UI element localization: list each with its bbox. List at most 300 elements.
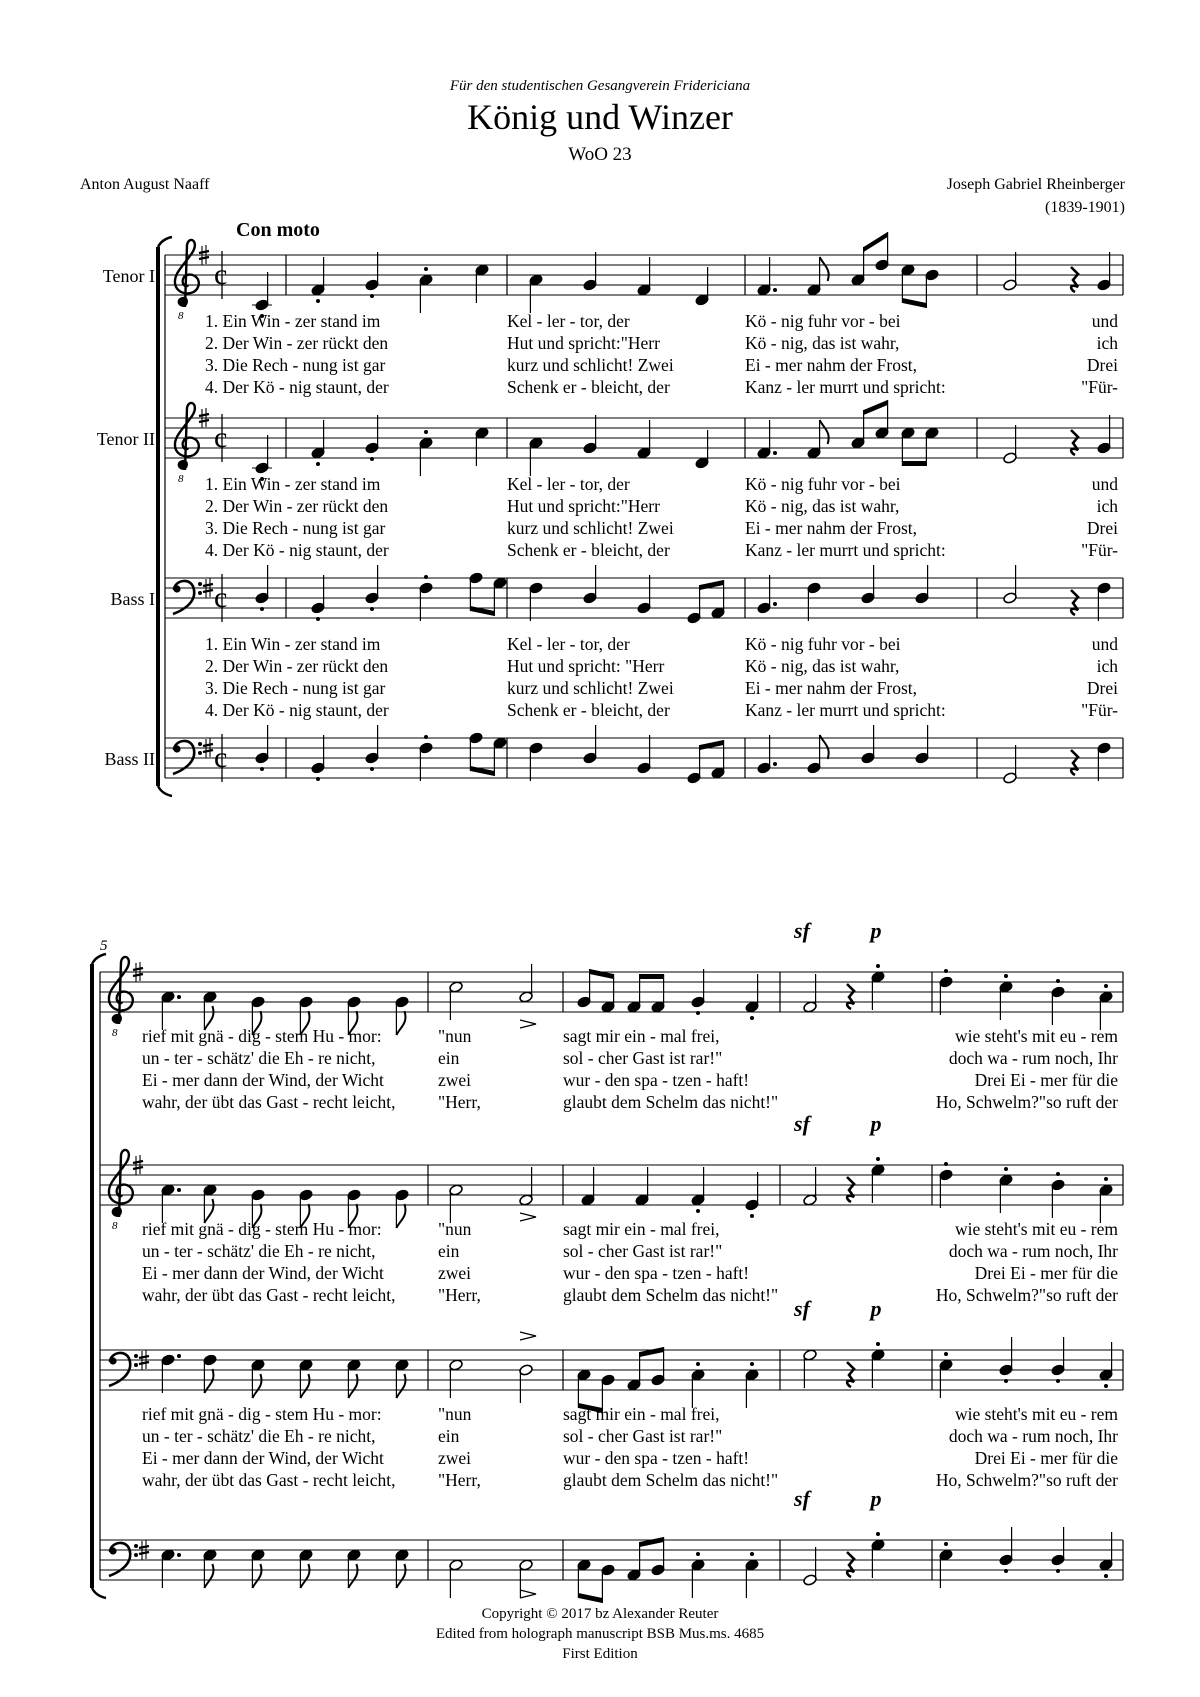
quarter-note: [161, 991, 181, 1030]
lyric-line: Kö - nig fuhr vor - bei: [745, 311, 901, 331]
quarter-rest-icon: [847, 1177, 854, 1202]
lyric-line: Hut und spricht: "Herr: [507, 656, 665, 676]
quarter-note: [311, 257, 326, 303]
lyric-line: Kel - ler - tor, der: [507, 311, 630, 331]
lyric-line: Drei Ei - mer für die: [974, 1448, 1118, 1468]
beam: [578, 1593, 602, 1603]
lyric-line: und: [1091, 634, 1118, 654]
eighth-note: [901, 427, 916, 466]
octave-eight-icon: 8: [178, 310, 184, 322]
lyric-line: 3. Die Rech - nung ist gar: [205, 355, 386, 375]
eighth-note: [687, 585, 702, 624]
quarter-rest-icon: [847, 1552, 854, 1577]
staccato-icon: [1104, 984, 1108, 988]
lyric-line: kurz und schlicht! Zwei: [507, 355, 674, 375]
composer-name: Joseph Gabriel Rheinberger: [946, 176, 1125, 193]
staccato-icon: [1104, 1384, 1108, 1388]
bass-clef-dot-icon: [198, 751, 202, 755]
lyric-line: glaubt dem Schelm das nicht!": [563, 1470, 779, 1490]
quarter-note: [1097, 582, 1112, 621]
quarter-note: [419, 430, 434, 476]
lyric-line: Ei - mer dann der Wind, der Wicht: [142, 1070, 384, 1090]
half-note: [449, 1559, 464, 1598]
lyric-line: Ei - mer dann der Wind, der Wicht: [142, 1263, 384, 1283]
lyric-line: Kanz - ler murrt und spricht:: [745, 377, 946, 397]
lyric-line: Drei: [1086, 678, 1118, 698]
quarter-note: [1097, 252, 1112, 291]
quarter-note: [637, 575, 652, 614]
eighth-note: [901, 264, 916, 303]
staccato-icon: [876, 1157, 880, 1161]
half-note: [803, 1167, 818, 1206]
lyric-line: zwei: [438, 1448, 472, 1468]
lyric-line: "nun: [438, 1026, 472, 1046]
half-note: [449, 981, 464, 1020]
eighth-note: [203, 991, 218, 1030]
lyric-line: wur - den spa - tzen - haft!: [563, 1070, 750, 1090]
staccato-icon: [370, 457, 374, 461]
source-line: Edited from holograph manuscript BSB Mus.ms. 4685: [435, 1626, 765, 1642]
staccato-icon: [750, 1362, 754, 1366]
poet-name: Anton August Naaff: [80, 176, 210, 193]
beam: [640, 1347, 664, 1357]
staccato-icon: [316, 462, 320, 466]
staccato-icon: [944, 1162, 948, 1166]
eighth-note: [925, 269, 940, 308]
half-note: [519, 1364, 534, 1403]
lyric-line: Ei - mer nahm der Frost,: [745, 678, 918, 698]
quarter-note: [419, 267, 434, 313]
staccato-icon: [1004, 1569, 1008, 1573]
eighth-note: [203, 1354, 218, 1393]
quarter-note: [583, 415, 598, 454]
eighth-note: [347, 1359, 362, 1398]
quarter-note: [691, 1362, 706, 1408]
quarter-note: [999, 1167, 1014, 1213]
staccato-icon: [696, 1552, 700, 1556]
lyric-line: doch wa - rum noch, Ihr: [948, 1241, 1118, 1261]
lyric-line: sagt mir ein - mal frei,: [563, 1026, 720, 1046]
lyric-line: ein: [438, 1241, 460, 1261]
page-title: König und Winzer: [467, 97, 733, 137]
lyric-line: wie steht's mit eu - rem: [954, 1404, 1118, 1424]
bracket-hook-icon: [92, 1588, 106, 1598]
part-label-tenor-i: Tenor I: [102, 266, 155, 286]
beam: [640, 974, 664, 979]
bracket-hook-icon: [158, 786, 172, 796]
lyric-line: kurz und schlicht! Zwei: [507, 518, 674, 538]
eighth-note: [203, 1549, 218, 1588]
lyric-line: und: [1091, 311, 1118, 331]
half-note: [803, 1547, 818, 1586]
lyric-line: sol - cher Gast ist rar!": [563, 1426, 723, 1446]
treble-clef-icon: [109, 1150, 133, 1217]
dynamic-p: p: [870, 1111, 882, 1136]
staff: [100, 1350, 1123, 1390]
dynamic-sf: sf: [794, 918, 810, 943]
quarter-note: [695, 430, 710, 469]
staccato-icon: [944, 969, 948, 973]
lyric-line: Ho, Schwelm?"so ruft der: [935, 1092, 1118, 1112]
lyric-line: sol - cher Gast ist rar!": [563, 1048, 723, 1068]
quarter-note: [871, 1157, 886, 1203]
staccato-icon: [424, 430, 428, 434]
lyric-line: 4. Der Kö - nig staunt, der: [205, 540, 389, 560]
lyric-line: und: [1091, 474, 1118, 494]
staccato-icon: [876, 1532, 880, 1536]
quarter-rest-icon: [1071, 750, 1078, 775]
quarter-note: [745, 1552, 760, 1598]
half-note: [449, 1184, 464, 1223]
eighth-note: [807, 257, 829, 296]
staccato-icon: [260, 607, 264, 611]
lyric-line: wur - den spa - tzen - haft!: [563, 1448, 750, 1468]
lyric-line: 2. Der Win - zer rückt den: [205, 333, 389, 353]
bass-clef-icon: [173, 745, 180, 752]
eighth-note: [627, 974, 642, 1013]
quarter-note: [691, 1167, 706, 1213]
treble-clef-icon: [109, 957, 133, 1024]
eighth-note: [577, 969, 592, 1008]
staccato-icon: [424, 267, 428, 271]
quarter-note: [871, 964, 886, 1010]
quarter-note: [311, 420, 326, 466]
lyric-line: Drei Ei - mer für die: [974, 1263, 1118, 1283]
lyric-line: Drei Ei - mer für die: [974, 1070, 1118, 1090]
eighth-note: [395, 1549, 410, 1588]
eighth-note: [651, 974, 666, 1013]
lyric-line: "Für-: [1081, 540, 1118, 560]
eighth-note: [395, 1359, 410, 1398]
lyric-line: "Herr,: [438, 1470, 481, 1490]
octave-eight-icon: 8: [178, 473, 184, 485]
lyric-line: doch wa - rum noch, Ihr: [948, 1048, 1118, 1068]
part-label-bass-i: Bass I: [110, 589, 155, 609]
quarter-note: [871, 1532, 886, 1578]
lyric-line: wahr, der übt das Gast - recht leicht,: [142, 1285, 396, 1305]
bass-clef-dot-icon: [134, 1544, 138, 1548]
eighth-note: [627, 1352, 642, 1391]
quarter-rest-icon: [1071, 267, 1078, 292]
quarter-note: [1099, 1532, 1114, 1578]
copyright-line: Copyright © 2017 bz Alexander Reuter: [481, 1606, 719, 1622]
quarter-note: [745, 974, 760, 1020]
quarter-note: [161, 1549, 181, 1588]
lyric-line: Ho, Schwelm?"so ruft der: [935, 1470, 1118, 1490]
lyric-line: wahr, der übt das Gast - recht leicht,: [142, 1092, 396, 1112]
lyric-line: kurz und schlicht! Zwei: [507, 678, 674, 698]
half-note: [1003, 252, 1018, 291]
quarter-note: [1097, 742, 1112, 781]
dynamic-sf: sf: [794, 1486, 810, 1511]
lyric-line: "nun: [438, 1404, 472, 1424]
quarter-note: [581, 1167, 596, 1206]
half-note: [1003, 745, 1018, 784]
treble-clef-icon: [175, 240, 199, 307]
beam: [590, 969, 614, 979]
lyric-line: Ei - mer nahm der Frost,: [745, 518, 918, 538]
lyric-line: Schenk er - bleicht, der: [507, 377, 670, 397]
lyric-line: ich: [1096, 656, 1118, 676]
quarter-note: [695, 267, 710, 306]
lyric-line: 1. Ein Win - zer stand im: [205, 311, 381, 331]
staccato-icon: [750, 1214, 754, 1218]
quarter-note: [807, 582, 822, 621]
quarter-note: [583, 565, 598, 604]
staccato-icon: [424, 735, 428, 739]
lyric-line: "Herr,: [438, 1285, 481, 1305]
staccato-icon: [1004, 974, 1008, 978]
lyric-line: Schenk er - bleicht, der: [507, 540, 670, 560]
quarter-note: [861, 565, 876, 604]
lyric-line: rief mit gnä - dig - stem Hu - mor:: [142, 1404, 382, 1424]
lyric-line: un - ter - schätz' die Eh - re nicht,: [142, 1426, 376, 1446]
lyric-line: 3. Die Rech - nung ist gar: [205, 518, 386, 538]
cut-time-icon: c: [214, 581, 228, 614]
quarter-rest-icon: [847, 984, 854, 1009]
staccato-icon: [1104, 1177, 1108, 1181]
lyric-line: Kel - ler - tor, der: [507, 474, 630, 494]
quarter-note: [637, 420, 652, 459]
eighth-note: [577, 1369, 592, 1408]
cut-time-icon: c: [214, 741, 228, 774]
bracket-hook-icon: [158, 237, 172, 247]
lyric-line: Kel - ler - tor, der: [507, 634, 630, 654]
lyric-line: 2. Der Win - zer rückt den: [205, 496, 389, 516]
half-note: [803, 1349, 818, 1388]
beam: [640, 1537, 664, 1547]
staccato-icon: [1056, 1569, 1060, 1573]
lyric-line: Drei: [1086, 518, 1118, 538]
bass-clef-dot-icon: [198, 582, 202, 586]
staccato-icon: [696, 1209, 700, 1213]
eighth-note: [687, 745, 702, 784]
quarter-note: [861, 725, 876, 764]
lyric-line: zwei: [438, 1070, 472, 1090]
staccato-icon: [750, 1552, 754, 1556]
lyric-line: 2. Der Win - zer rückt den: [205, 656, 389, 676]
lyric-line: wahr, der übt das Gast - recht leicht,: [142, 1470, 396, 1490]
eighth-note: [807, 420, 829, 459]
quarter-note: [637, 735, 652, 774]
quarter-rest-icon: [1071, 430, 1078, 455]
lyric-line: 4. Der Kö - nig staunt, der: [205, 700, 389, 720]
staccato-icon: [370, 767, 374, 771]
lyric-line: 3. Die Rech - nung ist gar: [205, 678, 386, 698]
tempo-marking: Con moto: [236, 219, 320, 241]
eighth-note: [395, 1189, 410, 1228]
lyric-line: sagt mir ein - mal frei,: [563, 1219, 720, 1239]
quarter-note: [915, 565, 930, 604]
eighth-note: [395, 996, 410, 1035]
quarter-note: [529, 437, 544, 476]
lyric-line: "nun: [438, 1219, 472, 1239]
staccato-icon: [696, 1011, 700, 1015]
eighth-note: [851, 247, 866, 286]
quarter-note: [691, 1552, 706, 1598]
lyric-line: ich: [1096, 333, 1118, 353]
staccato-icon: [876, 1342, 880, 1346]
quarter-note: [745, 1362, 760, 1408]
half-note: [519, 1167, 534, 1206]
lyric-line: Schenk er - bleicht, der: [507, 700, 670, 720]
opus-number: WoO 23: [568, 144, 632, 165]
lyric-line: "Für-: [1081, 700, 1118, 720]
eighth-note: [851, 410, 866, 449]
bass-clef-icon: [173, 585, 180, 592]
lyric-line: 4. Der Kö - nig staunt, der: [205, 377, 389, 397]
lyric-line: un - ter - schätz' die Eh - re nicht,: [142, 1241, 376, 1261]
quarter-note: [1099, 1177, 1114, 1223]
lyric-line: "Für-: [1081, 377, 1118, 397]
dedication: Für den studentischen Gesangverein Fridericiana: [449, 78, 751, 94]
treble-clef-icon: [175, 403, 199, 470]
eighth-note: [299, 1549, 314, 1588]
staccato-icon: [944, 1542, 948, 1546]
edition-line: First Edition: [562, 1646, 638, 1662]
beam: [864, 400, 888, 415]
staccato-icon: [750, 1016, 754, 1020]
lyric-line: Hut und spricht:"Herr: [507, 333, 660, 353]
cut-time-icon: c: [214, 258, 228, 291]
staccato-icon: [1004, 1167, 1008, 1171]
quarter-note: [915, 725, 930, 764]
eighth-note: [203, 1184, 218, 1223]
bass-clef-dot-icon: [198, 591, 202, 595]
eighth-note: [251, 1549, 266, 1588]
eighth-note: [469, 732, 484, 771]
quarter-note: [757, 257, 777, 296]
half-note: [1003, 425, 1018, 464]
bass-clef-dot-icon: [134, 1553, 138, 1557]
bracket-hook-icon: [92, 954, 106, 964]
lyric-line: zwei: [438, 1263, 472, 1283]
half-note: [449, 1359, 464, 1398]
lyric-line: Kö - nig, das ist wahr,: [745, 496, 900, 516]
accent-icon: [520, 1332, 536, 1340]
measure-number: 5: [100, 938, 108, 954]
lyric-line: wur - den spa - tzen - haft!: [563, 1263, 750, 1283]
quarter-note: [1099, 1342, 1114, 1388]
lyric-line: Kö - nig, das ist wahr,: [745, 656, 900, 676]
quarter-note: [999, 974, 1014, 1020]
half-note: [519, 964, 534, 1003]
lyric-line: Kö - nig, das ist wahr,: [745, 333, 900, 353]
accent-icon: [520, 1213, 536, 1221]
eighth-note: [601, 1564, 616, 1603]
lyric-line: Kö - nig fuhr vor - bei: [745, 474, 901, 494]
accent-icon: [520, 1590, 536, 1598]
staccato-icon: [1056, 979, 1060, 983]
staccato-icon: [876, 964, 880, 968]
staccato-icon: [316, 617, 320, 621]
lyric-line: glaubt dem Schelm das nicht!": [563, 1092, 779, 1112]
lyric-line: un - ter - schätz' die Eh - re nicht,: [142, 1048, 376, 1068]
half-note: [803, 974, 818, 1013]
beam: [902, 298, 926, 308]
staccato-icon: [1104, 1574, 1108, 1578]
dynamic-p: p: [870, 1296, 882, 1321]
dynamic-p: p: [870, 918, 882, 943]
bass-clef-icon: [109, 1357, 116, 1364]
quarter-note: [583, 252, 598, 291]
octave-eight-icon: 8: [112, 1027, 118, 1039]
eighth-note: [925, 427, 940, 466]
staccato-icon: [1056, 1172, 1060, 1176]
part-label-bass-ii: Bass II: [104, 749, 155, 769]
staccato-icon: [316, 299, 320, 303]
staccato-icon: [944, 1352, 948, 1356]
quarter-note: [475, 427, 490, 466]
quarter-note: [637, 257, 652, 296]
staccato-icon: [370, 607, 374, 611]
lyric-line: Ho, Schwelm?"so ruft der: [935, 1285, 1118, 1305]
bass-clef-dot-icon: [198, 742, 202, 746]
quarter-note: [757, 420, 777, 459]
lyric-line: doch wa - rum noch, Ihr: [948, 1426, 1118, 1446]
accent-icon: [520, 1020, 536, 1028]
lyric-line: rief mit gnä - dig - stem Hu - mor:: [142, 1219, 382, 1239]
lyric-line: sol - cher Gast ist rar!": [563, 1241, 723, 1261]
lyric-line: Ei - mer dann der Wind, der Wicht: [142, 1448, 384, 1468]
eighth-note: [493, 737, 508, 776]
staccato-icon: [1056, 1379, 1060, 1383]
bass-clef-dot-icon: [134, 1363, 138, 1367]
quarter-note: [583, 725, 598, 764]
staff: [100, 1540, 1123, 1580]
quarter-note: [1099, 984, 1114, 1030]
eighth-note: [251, 1359, 266, 1398]
quarter-note: [939, 1542, 954, 1588]
dynamic-sf: sf: [794, 1296, 810, 1321]
eighth-note: [493, 577, 508, 616]
lyric-line: ein: [438, 1048, 460, 1068]
quarter-note: [529, 274, 544, 313]
quarter-note: [475, 264, 490, 303]
quarter-note: [1097, 415, 1112, 454]
lyric-line: Kö - nig fuhr vor - bei: [745, 634, 901, 654]
octave-eight-icon: 8: [112, 1220, 118, 1232]
half-note: [1003, 565, 1018, 604]
dynamic-sf: sf: [794, 1111, 810, 1136]
lyric-line: wie steht's mit eu - rem: [954, 1219, 1118, 1239]
staccato-icon: [1004, 1379, 1008, 1383]
lyric-line: "Herr,: [438, 1092, 481, 1112]
quarter-note: [871, 1342, 886, 1388]
eighth-note: [601, 974, 616, 1013]
staccato-icon: [370, 294, 374, 298]
staccato-icon: [260, 767, 264, 771]
lyric-line: Kanz - ler murrt und spricht:: [745, 540, 946, 560]
staccato-icon: [696, 1362, 700, 1366]
lyric-line: Drei: [1086, 355, 1118, 375]
quarter-note: [161, 1184, 181, 1223]
quarter-note: [939, 1352, 954, 1398]
quarter-note: [529, 582, 544, 621]
lyric-line: Ei - mer nahm der Frost,: [745, 355, 918, 375]
lyric-line: wie steht's mit eu - rem: [954, 1026, 1118, 1046]
lyric-line: 1. Ein Win - zer stand im: [205, 634, 381, 654]
beam: [902, 461, 926, 466]
lyric-line: sagt mir ein - mal frei,: [563, 1404, 720, 1424]
eighth-note: [347, 1549, 362, 1588]
lyric-line: ein: [438, 1426, 460, 1446]
lyric-line: rief mit gnä - dig - stem Hu - mor:: [142, 1026, 382, 1046]
staccato-icon: [424, 575, 428, 579]
eighth-note: [627, 1542, 642, 1581]
quarter-rest-icon: [1071, 590, 1078, 615]
part-label-tenor-ii: Tenor II: [96, 429, 155, 449]
